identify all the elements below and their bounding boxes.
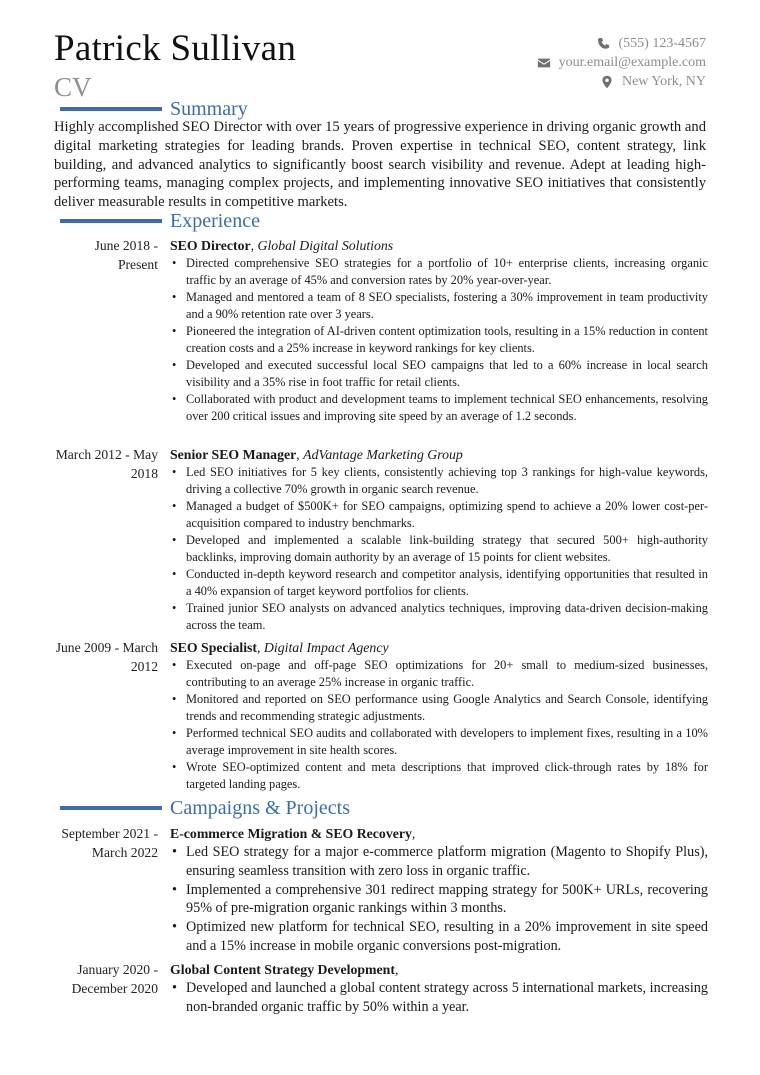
bullet-item: • Optimized new platform for technical SEO, resulting in a 20% improvement in site speed and a 15% increase in mobile organic conversions post-migration. — [170, 918, 708, 956]
bullet-item: • Performed technical SEO audits and collaborated with developers to implement fixes, resulting in a 10% average improvement in site health scores. — [170, 725, 708, 759]
entry-title: SEO Director, Global Digital Solutions — [170, 238, 394, 253]
bullet-item: • Pioneered the integration of AI-driven content optimization tools, resulting in a 15% reduction in content creation costs and a 25% increase in keyword rankings for key clients. — [170, 323, 708, 357]
company-name: Digital Impact Agency — [263, 640, 389, 655]
entry-body — [170, 824, 708, 956]
section-title: Experience — [170, 210, 260, 232]
bullet-item: • Led SEO initiatives for 5 key clients, consistently achieving top 3 rankings for high-value keywords, driving a collective 70% growth in organic search revenue. — [170, 464, 708, 498]
entry-date: January 2020 - December 2020 — [71, 962, 158, 996]
bullet-item: • Conducted in-depth keyword research and competitor analysis, identifying opportunities that resulted in a 40% expansion of target keyword portfolios for clients. — [170, 566, 708, 600]
location-text: New York, NY — [621, 73, 706, 89]
bullet-list — [170, 657, 708, 793]
entry-date: March 2012 - May 2018 — [55, 447, 158, 481]
phone-row — [537, 34, 706, 53]
bullet-item: • Implemented a comprehensive 301 redirect mapping strategy for 500K+ URLs, recovering 95% of pre-migration organic rankings within 3 months. — [170, 881, 708, 919]
entry-title: E-commerce Migration & SEO Recovery, — [170, 826, 416, 841]
contact-info — [537, 34, 706, 91]
entry-date: June 2009 - March 2012 — [55, 640, 158, 674]
entry-title: Global Content Strategy Development, — [170, 962, 399, 977]
summary-text: Highly accomplished SEO Director with over 15 years of progressive experience in driving organic growth and digital marketing strategies for leading brands. Proven expertise in technical SEO, content strategy, link building, and advanced analytics to significantly boost search visibility and revenue. Adept at leading high-performing teams, managing complex projects, and implementing innovative SEO initiatives that consistently deliver measurable results in competitive markets. — [54, 119, 706, 211]
bullet-item: • Executed on-page and off-page SEO optimizations for 20+ small to medium-sized businesses, contributing to an average 25% increase in organic traffic. — [170, 657, 708, 691]
bullet-item: • Managed a budget of $500K+ for SEO campaigns, optimizing spend to achieve a 20% lower cost-per-acquisition compared to industry benchmarks. — [170, 498, 708, 532]
entry-date: June 2018 - Present — [94, 238, 158, 272]
project-title: Global Content Strategy Development — [170, 962, 395, 977]
entry-body — [170, 236, 708, 425]
entry-body — [170, 638, 708, 793]
document-subtitle: CV — [54, 72, 92, 102]
email-link[interactable]: your.email@example.com — [558, 54, 706, 70]
email-row — [537, 53, 706, 72]
phone-text[interactable]: (555) 123-4567 — [618, 35, 706, 51]
resume-header — [54, 28, 706, 104]
envelope-icon — [537, 56, 551, 70]
company-name: Global Digital Solutions — [257, 238, 394, 253]
summary-heading — [60, 98, 248, 120]
bullet-list — [170, 843, 708, 956]
bullet-item: • Led SEO strategy for a major e-commerce platform migration (Magento to Shopify Plus), ensuring seamless transition with zero loss in organic traffic. — [170, 843, 708, 881]
bullet-item: • Managed and mentored a team of 8 SEO specialists, fostering a 30% improvement in team productivity and a 90% retention rate over 3 years. — [170, 289, 708, 323]
bullet-item: • Monitored and reported on SEO performance using Google Analytics and Search Console, identifying trends and recommending strategic adjustments. — [170, 691, 708, 725]
section-title: Campaigns & Projects — [170, 797, 350, 819]
bullet-item: • Trained junior SEO analysts on advanced analytics techniques, improving data-driven decision-making across the team. — [170, 600, 708, 634]
map-pin-icon — [600, 75, 614, 89]
entry-title: Senior SEO Manager, AdVantage Marketing Group — [170, 447, 463, 462]
bullet-item: • Collaborated with product and development teams to implement technical SEO enhancements, resolving over 200 critical issues and improving site speed by an average of 1.2 seconds. — [170, 391, 708, 425]
bullet-item: • Developed and executed successful local SEO campaigns that led to a 60% increase in local search visibility and a 35% rise in foot traffic for retail clients. — [170, 357, 708, 391]
entry-date: September 2021 - March 2022 — [61, 826, 158, 860]
job-title: Senior SEO Manager — [170, 447, 297, 462]
candidate-name: Patrick Sullivan — [54, 28, 297, 69]
section-divider — [60, 107, 162, 111]
job-title: SEO Director — [170, 238, 251, 253]
bullet-list — [170, 464, 708, 634]
entry-title: SEO Specialist, Digital Impact Agency — [170, 640, 389, 655]
bullet-item: • Developed and launched a global content strategy across 5 international markets, increasing non-branded organic traffic by 50% within a year. — [170, 979, 708, 1017]
section-divider — [60, 806, 162, 810]
location-row — [537, 72, 706, 91]
projects-heading — [60, 797, 350, 819]
bullet-item: • Developed and implemented a scalable link-building strategy that secured 500+ high-authority backlinks, improving domain authority by an average of 15 points for client websites. — [170, 532, 708, 566]
phone-icon — [597, 37, 611, 51]
entry-body — [170, 960, 708, 1017]
section-title: Summary — [170, 98, 248, 120]
bullet-list — [170, 255, 708, 425]
bullet-item: • Directed comprehensive SEO strategies for a portfolio of 10+ enterprise clients, increasing organic traffic by an average of 45% and conversion rates by 20% year-over-year. — [170, 255, 708, 289]
job-title: SEO Specialist — [170, 640, 258, 655]
bullet-list — [170, 979, 708, 1017]
bullet-item: • Wrote SEO-optimized content and meta descriptions that improved click-through rates by 18% for targeted landing pages. — [170, 759, 708, 793]
project-title: E-commerce Migration & SEO Recovery — [170, 826, 412, 841]
experience-heading — [60, 210, 260, 232]
entry-body — [170, 445, 708, 634]
section-divider — [60, 219, 162, 223]
company-name: AdVantage Marketing Group — [303, 447, 463, 462]
